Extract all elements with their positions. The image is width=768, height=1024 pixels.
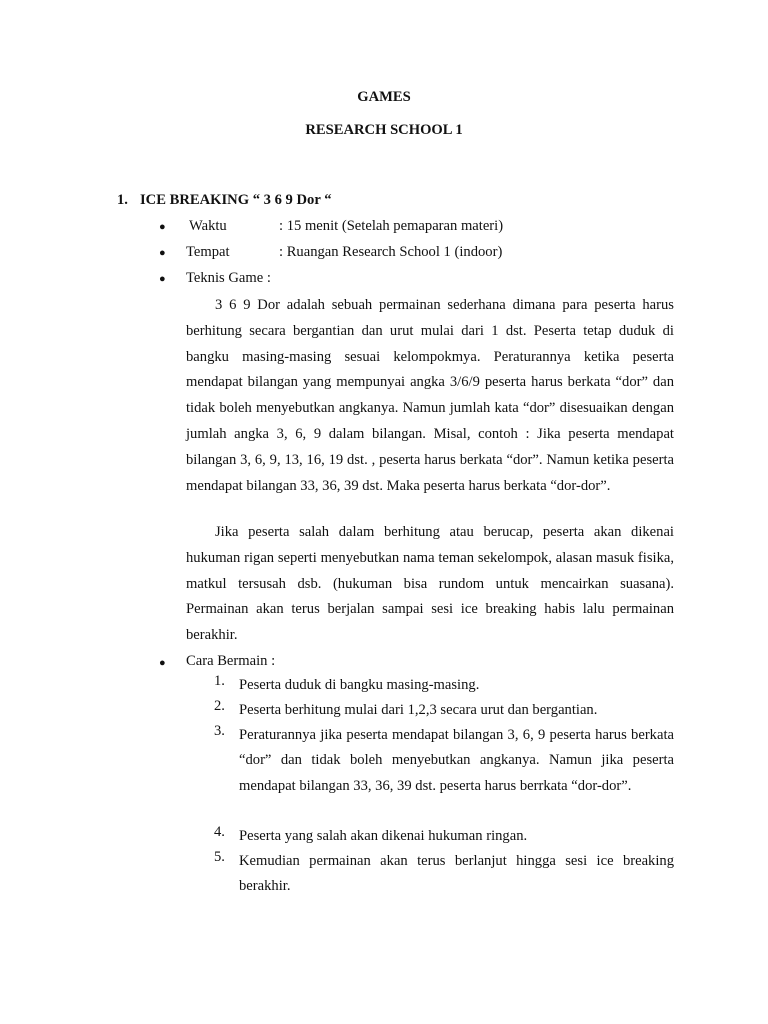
section-title: ICE BREAKING “ 3 6 9 Dor “: [140, 192, 332, 208]
detail-value-tempat: : Ruangan Research School 1 (indoor): [279, 244, 503, 260]
list-item-number: 4.: [214, 824, 225, 840]
document-subtitle: RESEARCH SCHOOL 1: [305, 122, 463, 138]
teknis-game-label: Teknis Game :: [186, 270, 271, 286]
paragraph-penalty-text: Jika peserta salah dalam berhitung atau berucap, peserta akan dikenai hukuman rigan seperti menyebutkan nama teman sekelompok, alasan masuk fisika, matkul tersusah dsb. (hukuman bisa rundom untuk mencairkan suasana). Permainan akan terus berjalan sampai sesi ice breaking habis lalu permainan berakhir.: [186, 524, 674, 644]
section-number: 1.: [117, 192, 128, 208]
list-item-text: Kemudian permainan akan terus berlanjut hingga sesi ice breaking berakhir.: [239, 853, 674, 895]
list-item-text: Peserta berhitung mulai dari 1,2,3 secara urut dan bergantian.: [239, 702, 598, 718]
bullet-icon: ●: [159, 273, 166, 285]
document-title: GAMES: [357, 89, 411, 105]
paragraph-penalty: [186, 520, 674, 649]
list-item-number: 1.: [214, 673, 225, 689]
detail-value-waktu: : 15 menit (Setelah pemaparan materi): [279, 218, 504, 234]
bullet-icon: ●: [159, 247, 166, 259]
list-item-text: Peserta duduk di bangku masing-masing.: [239, 677, 480, 693]
list-item-text: Peraturannya jika peserta mendapat bilangan 3, 6, 9 peserta harus berkata “dor” dan tidak boleh menyebutkan angkanya. Namun jika peserta mendapat bilangan 33, 36, 39 dst. peserta harus berrkata “dor-dor”.: [239, 727, 674, 794]
bullet-icon: ●: [159, 221, 166, 233]
list-item-text: Peserta yang salah akan dikenai hukuman ringan.: [239, 828, 528, 844]
bullet-icon: ●: [159, 657, 166, 669]
list-item-number: 3.: [214, 723, 225, 739]
detail-label-tempat: Tempat: [186, 244, 230, 260]
paragraph-rules-text: 3 6 9 Dor adalah sebuah permainan sederhana dimana para peserta harus berhitung secara bergantian dan urut mulai dari 1 dst. Peserta tetap duduk di bangku masing-masing sesuai kelompokmya. Peraturannya ketika peserta mendapat bilangan yang mempunyai angka 3/6/9 peserta harus berkata “dor” dan tidak boleh menyebutkan angkanya. Namun jumlah kata “dor” disesuaikan dengan jumlah angka 3, 6, 9 dalam bilangan. Misal, contoh : Jika peserta mendapat bilangan 3, 6, 9, 13, 16, 19 dst. , peserta harus berkata “dor”. Namun ketika peserta mendapat bilangan 33, 36, 39 dst. Maka peserta harus berkata “dor-dor”.: [186, 297, 674, 494]
detail-label-waktu: Waktu: [189, 218, 227, 234]
list-item-number: 5.: [214, 849, 225, 865]
section-heading: [117, 192, 332, 209]
list-item-number: 2.: [214, 698, 225, 714]
cara-bermain-label: Cara Bermain :: [186, 653, 276, 669]
paragraph-rules: [186, 293, 674, 499]
